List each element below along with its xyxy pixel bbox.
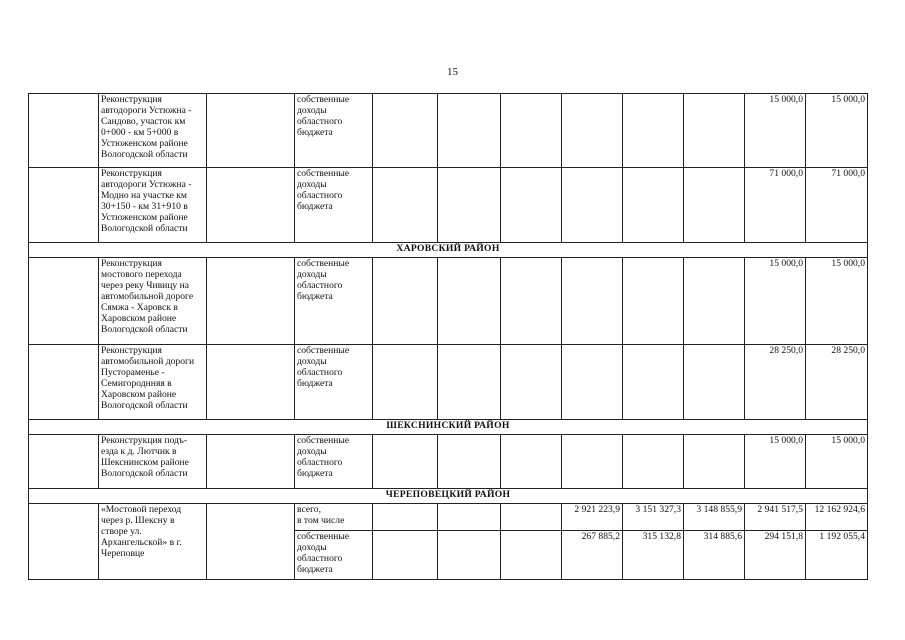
value-cell: [562, 435, 623, 489]
section-heading: ШЕКСНИНСКИЙ РАЙОН: [29, 420, 868, 435]
funding-source-cell: [295, 258, 373, 345]
cell-line: Сямжа - Харовск в: [101, 302, 178, 313]
blank-cell: [29, 94, 99, 168]
value-cell: [684, 94, 745, 168]
value-cell: 267 885,2: [562, 531, 623, 580]
value-cell: [438, 345, 501, 420]
value-cell: 2 941 517,5: [745, 504, 806, 531]
value-cell: [501, 345, 562, 420]
value-cell: [373, 345, 438, 420]
cell-line: Реконструкция: [101, 345, 162, 356]
cell-line: областного: [297, 280, 343, 291]
cell-line: доходы: [297, 179, 327, 190]
value-cell: [501, 94, 562, 168]
value-cell: [684, 258, 745, 345]
value-cell: 15 000,0: [806, 435, 868, 489]
value-cell: 15 000,0: [745, 435, 806, 489]
value-cell: [501, 258, 562, 345]
table-row: [29, 504, 868, 531]
value-cell: [501, 168, 562, 243]
table-row: [29, 94, 868, 168]
page-number: 15: [447, 66, 458, 78]
blank-cell: [207, 258, 295, 345]
section-header-row: [29, 243, 868, 258]
cell-line: автомобильной дороги: [101, 356, 195, 367]
cell-line: доходы: [297, 269, 327, 280]
cell-line: автодороги Устюжна -: [101, 105, 192, 116]
value-cell: [684, 345, 745, 420]
value-cell: [623, 258, 684, 345]
cell-line: бюджета: [297, 564, 333, 575]
cell-line: Устюженском районе: [101, 212, 188, 223]
object-name-cell: [99, 258, 207, 345]
cell-line: доходы: [297, 105, 327, 116]
funding-source-cell: [295, 435, 373, 489]
table-row: [29, 258, 868, 345]
cell-line: собственные: [297, 258, 350, 269]
cell-line: областного: [297, 367, 343, 378]
value-cell: 314 885,6: [684, 531, 745, 580]
cell-line: Архангельской» в г.: [101, 537, 182, 548]
cell-line: Реконструкция подъ-: [101, 435, 188, 446]
value-cell: [438, 504, 501, 531]
value-cell: [562, 94, 623, 168]
value-cell: [438, 531, 501, 580]
object-name-cell: [99, 345, 207, 420]
cell-line: Шекснинском районе: [101, 457, 189, 468]
funding-source-cell: [295, 504, 373, 531]
cell-line: собственные: [297, 345, 350, 356]
budget-table: [28, 93, 868, 580]
value-cell: [684, 435, 745, 489]
value-cell: 3 151 327,3: [623, 504, 684, 531]
cell-line: 30+150 - км 31+910 в: [101, 201, 188, 212]
cell-line: бюджета: [297, 378, 333, 389]
value-cell: 294 151,8: [745, 531, 806, 580]
cell-line: автомобильной дороге: [101, 291, 194, 302]
value-cell: [438, 435, 501, 489]
value-cell: [373, 168, 438, 243]
blank-cell: [207, 435, 295, 489]
table-row: [29, 345, 868, 420]
table-row: [29, 168, 868, 243]
cell-line: доходы: [297, 446, 327, 457]
cell-line: Реконструкция: [101, 168, 162, 179]
value-cell: [373, 504, 438, 531]
value-cell: [562, 258, 623, 345]
value-cell: [501, 435, 562, 489]
cell-line: 0+000 - км 5+000 в: [101, 127, 179, 138]
cell-line: Вологодской области: [101, 223, 188, 234]
cell-line: езда к д. Лютчик в: [101, 446, 177, 457]
cell-line: Реконструкция: [101, 94, 162, 105]
blank-cell: [29, 345, 99, 420]
section-header-row: [29, 489, 868, 504]
funding-source-cell: [295, 531, 373, 580]
cell-line: областного: [297, 457, 343, 468]
cell-line: Харовском районе: [101, 389, 177, 400]
cell-line: собственные: [297, 435, 350, 446]
value-cell: 15 000,0: [806, 258, 868, 345]
cell-line: мостового перехода: [101, 269, 182, 280]
value-cell: 1 192 055,4: [806, 531, 868, 580]
value-cell: 12 162 924,6: [806, 504, 868, 531]
value-cell: 28 250,0: [806, 345, 868, 420]
value-cell: [373, 258, 438, 345]
cell-line: Пустораменье -: [101, 367, 165, 378]
cell-line: Устюженском районе: [101, 138, 188, 149]
value-cell: 71 000,0: [806, 168, 868, 243]
cell-line: Вологодской области: [101, 400, 188, 411]
value-cell: [501, 504, 562, 531]
cell-line: Сандово, участок км: [101, 116, 186, 127]
section-header-row: [29, 420, 868, 435]
table-row: [29, 435, 868, 489]
cell-line: бюджета: [297, 201, 333, 212]
cell-line: Модно на участке км: [101, 190, 187, 201]
cell-line: Харовском районе: [101, 313, 177, 324]
value-cell: [501, 531, 562, 580]
value-cell: 3 148 855,9: [684, 504, 745, 531]
cell-line: Семигороднняя в: [101, 378, 172, 389]
value-cell: [438, 258, 501, 345]
cell-line: областного: [297, 116, 343, 127]
value-cell: [562, 168, 623, 243]
value-cell: [623, 345, 684, 420]
value-cell: 15 000,0: [806, 94, 868, 168]
cell-line: бюджета: [297, 291, 333, 302]
object-name-cell: [99, 168, 207, 243]
section-heading: ХАРОВСКИЙ РАЙОН: [29, 243, 868, 258]
cell-line: створе ул.: [101, 526, 142, 537]
value-cell: 71 000,0: [745, 168, 806, 243]
blank-cell: [29, 504, 99, 580]
blank-cell: [29, 258, 99, 345]
value-cell: 15 000,0: [745, 258, 806, 345]
cell-line: всего,: [297, 504, 321, 515]
cell-line: автодороги Устюжна -: [101, 179, 192, 190]
value-cell: [562, 345, 623, 420]
cell-line: доходы: [297, 542, 327, 553]
value-cell: [684, 168, 745, 243]
value-cell: [623, 435, 684, 489]
value-cell: 315 132,8: [623, 531, 684, 580]
value-cell: [623, 168, 684, 243]
blank-cell: [207, 94, 295, 168]
cell-line: бюджета: [297, 127, 333, 138]
object-name-cell: [99, 435, 207, 489]
value-cell: [438, 168, 501, 243]
cell-line: Череповце: [101, 548, 145, 559]
cell-line: собственные: [297, 168, 350, 179]
cell-line: через р. Шексну в: [101, 515, 175, 526]
cell-line: бюджета: [297, 468, 333, 479]
cell-line: через реку Чивицу на: [101, 280, 189, 291]
blank-cell: [29, 435, 99, 489]
cell-line: собственные: [297, 531, 350, 542]
blank-cell: [207, 345, 295, 420]
cell-line: областного: [297, 553, 343, 564]
value-cell: [373, 531, 438, 580]
blank-cell: [207, 168, 295, 243]
cell-line: Вологодской области: [101, 324, 188, 335]
cell-line: областного: [297, 190, 343, 201]
cell-line: Вологодской области: [101, 149, 188, 160]
funding-source-cell: [295, 94, 373, 168]
value-cell: [438, 94, 501, 168]
value-cell: [623, 94, 684, 168]
cell-line: собственные: [297, 94, 350, 105]
funding-source-cell: [295, 345, 373, 420]
value-cell: 15 000,0: [745, 94, 806, 168]
value-cell: 2 921 223,9: [562, 504, 623, 531]
value-cell: [373, 94, 438, 168]
cell-line: Вологодской области: [101, 468, 188, 479]
cell-line: в том числе: [297, 515, 345, 526]
value-cell: 28 250,0: [745, 345, 806, 420]
object-name-cell: [99, 94, 207, 168]
cell-line: Реконструкция: [101, 258, 162, 269]
funding-source-cell: [295, 168, 373, 243]
object-name-cell: [99, 504, 207, 580]
section-heading: ЧЕРЕПОВЕЦКИЙ РАЙОН: [29, 489, 868, 504]
value-cell: [373, 435, 438, 489]
cell-line: «Мостовой переход: [101, 504, 182, 515]
cell-line: доходы: [297, 356, 327, 367]
blank-cell: [29, 168, 99, 243]
blank-cell: [207, 504, 295, 580]
